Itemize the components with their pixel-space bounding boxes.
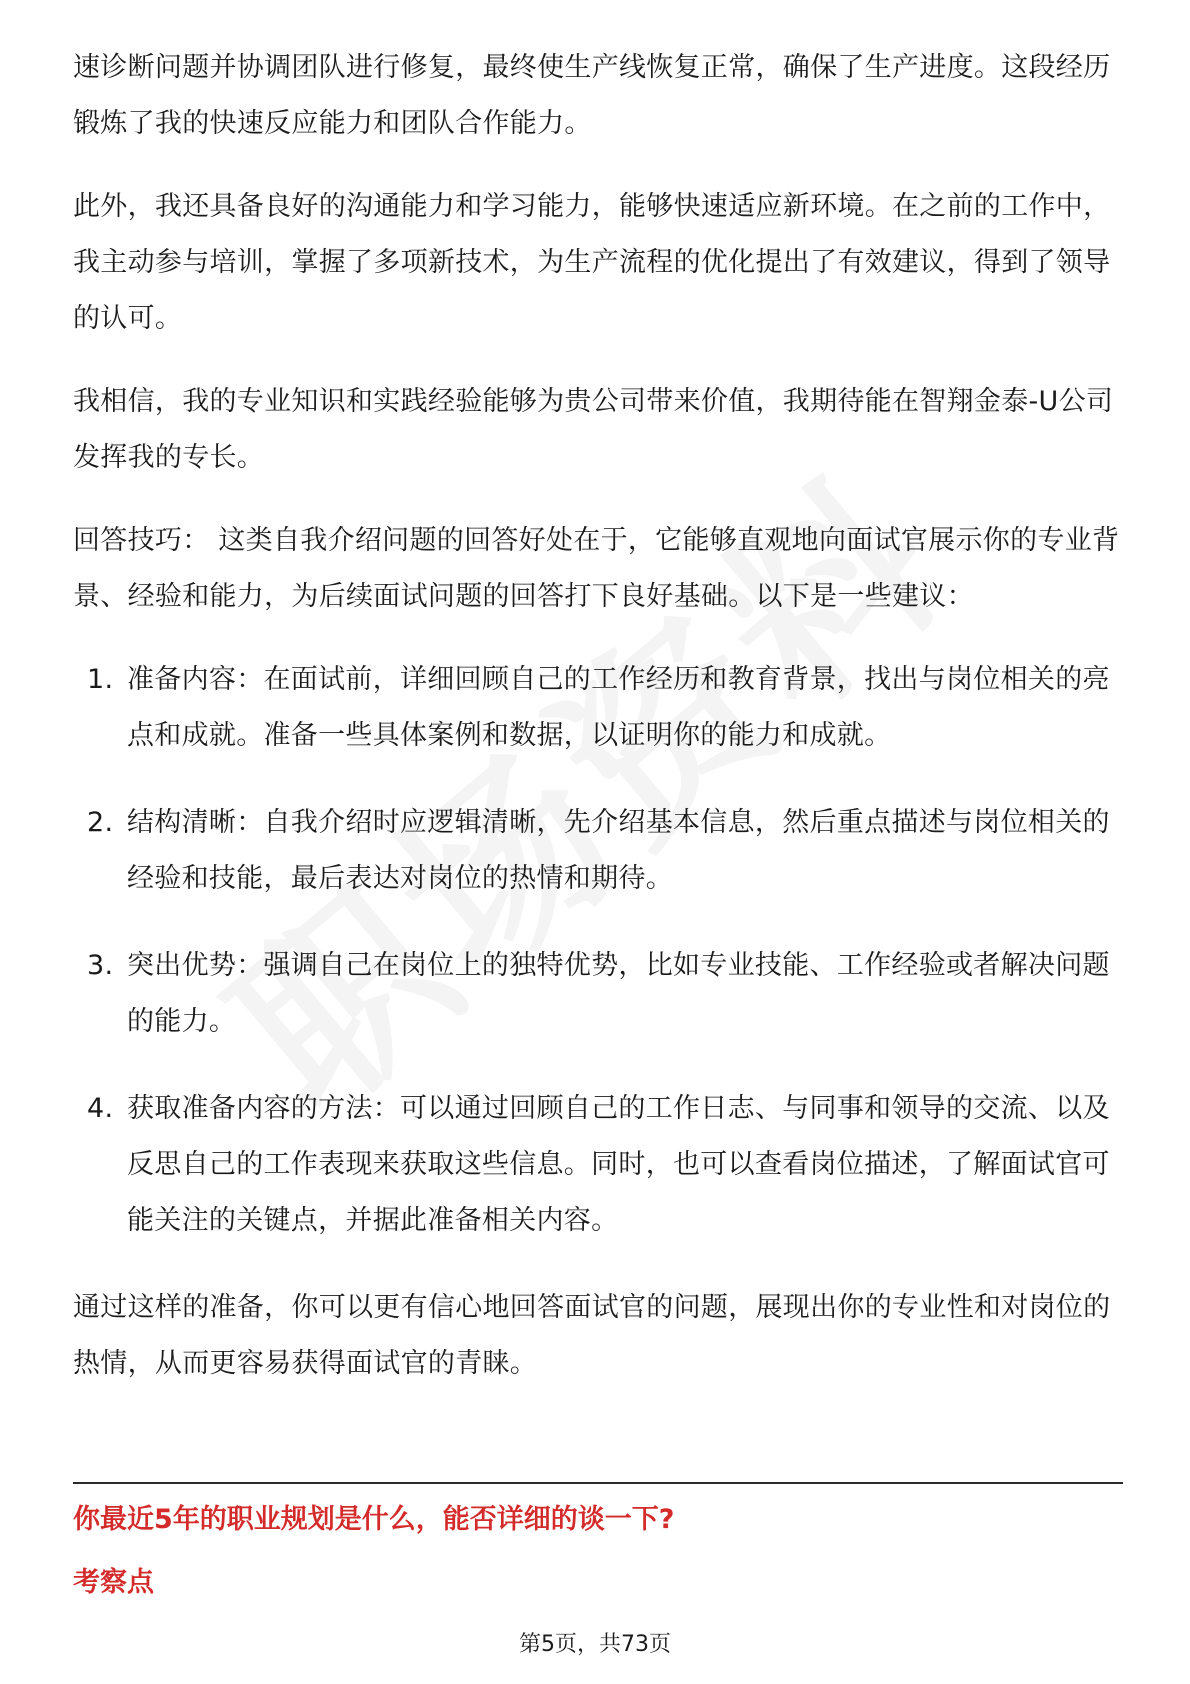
paragraph-conclusion: 我相信，我的专业知识和实践经验能够为贵公司带来价值，我期待能在智翔金泰-U公司发挥我的专长。 <box>73 386 1114 473</box>
section-subheading: 考察点 <box>73 1567 154 1598</box>
paragraph-communication: 此外，我还具备良好的沟通能力和学习能力，能够快速适应新环境。在之前的工作中，我主动参与培训，掌握了多项新技术，为生产流程的优化提出了有效建议，得到了领导的认可。 <box>73 191 1111 334</box>
list-item-number: 3. <box>87 950 114 981</box>
paragraph-answer-tips: 回答技巧： 这类自我介绍问题的回答好处在于，它能够直观地向面试官展示你的专业背景、经验和能力，为后续面试问题的回答打下良好基础。以下是一些建议： <box>73 525 1120 612</box>
tips-list <box>73 652 1123 1249</box>
list-item <box>73 652 1123 764</box>
list-item-text: 突出优势：强调自己在岗位上的独特优势，比如专业技能、工作经验或者解决问题的能力。 <box>127 950 1110 1037</box>
list-item <box>73 938 1123 1050</box>
list-item-number: 2. <box>87 807 114 838</box>
list-item-text: 获取准备内容的方法：可以通过回顾自己的工作日志、与同事和领导的交流、以及反思自己的工作表现来获取这些信息。同时，也可以查看岗位描述，了解面试官可能关注的关键点，并据此准备相关内容。 <box>127 1093 1110 1236</box>
page-content <box>73 40 1123 1419</box>
section-divider <box>73 1482 1123 1484</box>
list-item-number: 1. <box>87 664 114 695</box>
list-item <box>73 795 1123 907</box>
question-heading: 你最近5年的职业规划是什么，能否详细的谈一下? <box>73 1504 675 1535</box>
paragraph-summary: 通过这样的准备，你可以更有信心地回答面试官的问题，展现出你的专业性和对岗位的热情，从而更容易获得面试官的青睐。 <box>73 1292 1111 1379</box>
list-item <box>73 1081 1123 1249</box>
list-item-number: 4. <box>87 1093 114 1124</box>
list-item-text: 准备内容：在面试前，详细回顾自己的工作经历和教育背景，找出与岗位相关的亮点和成就。准备一些具体案例和数据，以证明你的能力和成就。 <box>127 664 1110 751</box>
page-number: 第5页，共73页 <box>519 1632 671 1657</box>
list-item-text: 结构清晰：自我介绍时应逻辑清晰，先介绍基本信息，然后重点描述与岗位相关的经验和技能，最后表达对岗位的热情和期待。 <box>127 807 1110 894</box>
paragraph-experience-end: 速诊断问题并协调团队进行修复，最终使生产线恢复正常，确保了生产进度。这段经历锻炼了我的快速反应能力和团队合作能力。 <box>73 52 1111 139</box>
